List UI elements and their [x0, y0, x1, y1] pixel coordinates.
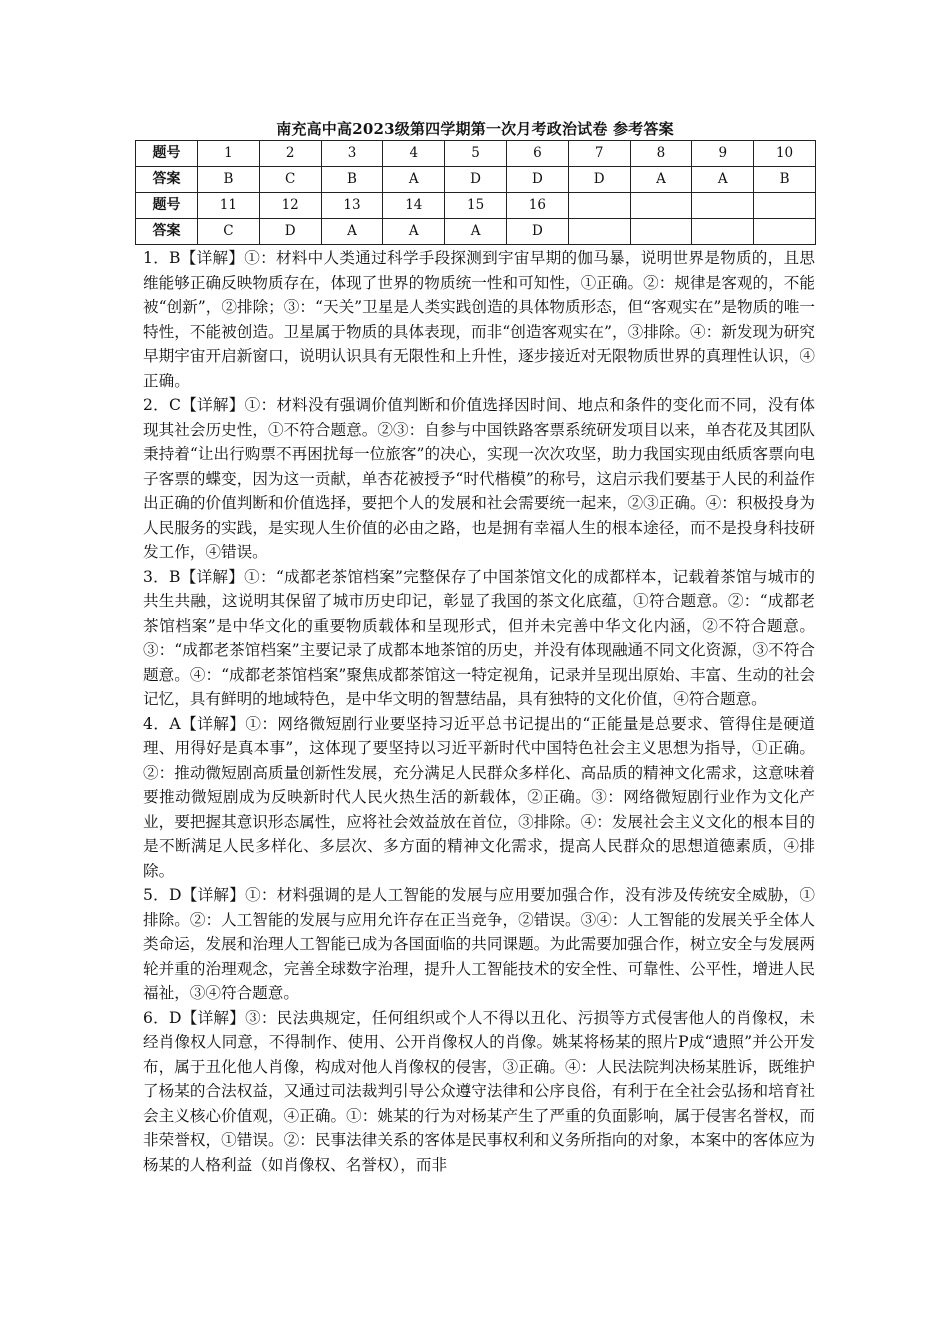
table-row [136, 193, 816, 219]
table-cell: A [630, 167, 692, 193]
table-cell: 10 [754, 141, 816, 167]
table-cell: C [198, 219, 260, 245]
row-header: 答案 [136, 167, 198, 193]
explanation-2: 2．C【详解】①：材料没有强调价值判断和价值选择因时间、地点和条件的变化而不同，没有体现其社会历史性，①不符合题意。②③：自参与中国铁路客票系统研发项目以来，单杏花及其团队秉持着“让出行购票不再困扰每一位旅客”的决心，实现一次次攻坚，助力我国实现由纸质客票向电子客票的蝶变，因为这一贡献，单杏花被授予“时代楷模”的称号，这启示我们要基于人民的利益作出正确的价值判断和价值选择，要把个人的发展和社会需要统一起来，②③正确。④：积极投身为人民服务的实践，是实现人生价值的必由之路，也是拥有幸福人生的根本途径，而不是投身科技研发工作，④错误。 [143, 396, 815, 561]
table-cell [630, 193, 692, 219]
table-cell: C [259, 167, 321, 193]
table-cell [754, 219, 816, 245]
page-title: 南充高中高2023级第四学期第一次月考政治试卷 参考答案 [276, 120, 674, 138]
explanation-6: 6．D【详解】③：民法典规定，任何组织或个人不得以丑化、污损等方式侵害他人的肖像权，未经肖像权人同意，不得制作、使用、公开肖像权人的肖像。姚某将杨某的照片P成“遗照”并公开发布，属于丑化他人肖像，构成对他人肖像权的侵害，③正确。④：人民法院判决杨某胜诉，既维护了杨某的合法权益，又通过司法裁判引导公众遵守法律和公序良俗，有利于在全社会弘扬和培育社会主义核心价值观，④正确。①：姚某的行为对杨某产生了严重的负面影响，属于侵害名誉权，而非荣誉权，①错误。②：民事法律关系的客体是民事权利和义务所指向的对象，本案中的客体应为杨某的人格利益（如肖像权、名誉权），而非 [143, 1008, 815, 1174]
table-cell: 14 [383, 193, 445, 219]
table-cell [692, 193, 754, 219]
table-cell: 11 [198, 193, 260, 219]
table-cell [568, 219, 630, 245]
table-cell: 15 [445, 193, 507, 219]
table-cell: A [321, 219, 383, 245]
table-cell: 1 [198, 141, 260, 167]
row-header: 题号 [136, 193, 198, 219]
table-cell: D [259, 219, 321, 245]
table-cell: 7 [568, 141, 630, 167]
table-cell: B [321, 167, 383, 193]
table-cell: 6 [506, 141, 568, 167]
table-cell: 9 [692, 141, 754, 167]
explanation-1: 1．B【详解】①：材料中人类通过科学手段探测到宇宙早期的伽马暴，说明世界是物质的，且思维能够正确反映物质存在，体现了世界的物质统一性和可知性，①正确。②：规律是客观的，不能被“创新”，②排除；③：“天关”卫星是人类实践创造的具体物质形态，但“客观实在”是物质的唯一特性，不能被创造。卫星属于物质的具体表现，而非“创造客观实在”，③排除。④：新发现为研究早期宇宙开启新窗口，说明认识具有无限性和上升性，逐步接近对无限物质世界的真理性认识，④正确。 [143, 249, 815, 390]
table-cell: 3 [321, 141, 383, 167]
table-cell: A [383, 219, 445, 245]
table-cell: D [506, 219, 568, 245]
table-row [136, 167, 816, 193]
table-cell [568, 193, 630, 219]
table-cell: 13 [321, 193, 383, 219]
table-cell: B [754, 167, 816, 193]
explanations [143, 246, 815, 1177]
table-cell: A [383, 167, 445, 193]
explanation-5: 5．D【详解】①：材料强调的是人工智能的发展与应用要加强合作，没有涉及传统安全威胁，①排除。②：人工智能的发展与应用允许存在正当竞争，②错误。③④：人工智能的发展关乎全体人类命运，发展和治理人工智能已成为各国面临的共同课题。为此需要加强合作，树立安全与发展两轮并重的治理观念，完善全球数字治理，提升人工智能技术的安全性、可靠性、公平性，增进人民福祉，③④符合题意。 [143, 886, 815, 1002]
table-cell [692, 219, 754, 245]
table-cell: D [506, 167, 568, 193]
table-cell [754, 193, 816, 219]
table-cell: A [445, 219, 507, 245]
explanation-3: 3．B【详解】①：“成都老茶馆档案”完整保存了中国茶馆文化的成都样本，记载着茶馆与城市的共生共融，这说明其保留了城市历史印记，彰显了我国的茶文化底蕴，①符合题意。②：“成都老茶馆档案”是中华文化的重要物质载体和呈现形式，但并未完善中华文化内涵，②不符合题意。③：“成都老茶馆档案”主要记录了成都本地茶馆的历史，并没有体现融通不同文化资源，③不符合题意。④：“成都老茶馆档案”聚焦成都茶馆这一特定视角，记录并呈现出原始、丰富、生动的社会记忆，具有鲜明的地域特色，是中华文明的智慧结晶，具有独特的文化价值，④符合题意。 [143, 567, 815, 708]
table-cell: A [692, 167, 754, 193]
table-cell [630, 219, 692, 245]
table-row [136, 141, 816, 167]
table-cell: 12 [259, 193, 321, 219]
table-cell: D [445, 167, 507, 193]
explanation-4: 4．A【详解】①：网络微短剧行业要坚持习近平总书记提出的“正能量是总要求、管得住是硬道理、用得好是真本事”，这体现了要坚持以习近平新时代中国特色社会主义思想为指导，①正确。②：推动微短剧高质量创新性发展，充分满足人民群众多样化、高品质的精神文化需求，这意味着要推动微短剧成为反映新时代人民火热生活的新载体，②正确。③：网络微短剧行业作为文化产业，要把握其意识形态属性，应将社会效益放在首位，③排除。④：发展社会主义文化的根本目的是不断满足人民多样化、多层次、多方面的精神文化需求，提高人民群众的思想道德素质，④排除。 [143, 714, 815, 880]
row-header: 题号 [136, 141, 198, 167]
row-header: 答案 [136, 219, 198, 245]
table-cell: 8 [630, 141, 692, 167]
table-cell: B [198, 167, 260, 193]
table-cell: 5 [445, 141, 507, 167]
table-cell: 4 [383, 141, 445, 167]
answer-table [135, 140, 816, 245]
table-cell: 16 [506, 193, 568, 219]
table-cell: D [568, 167, 630, 193]
table-row [136, 219, 816, 245]
table-cell: 2 [259, 141, 321, 167]
